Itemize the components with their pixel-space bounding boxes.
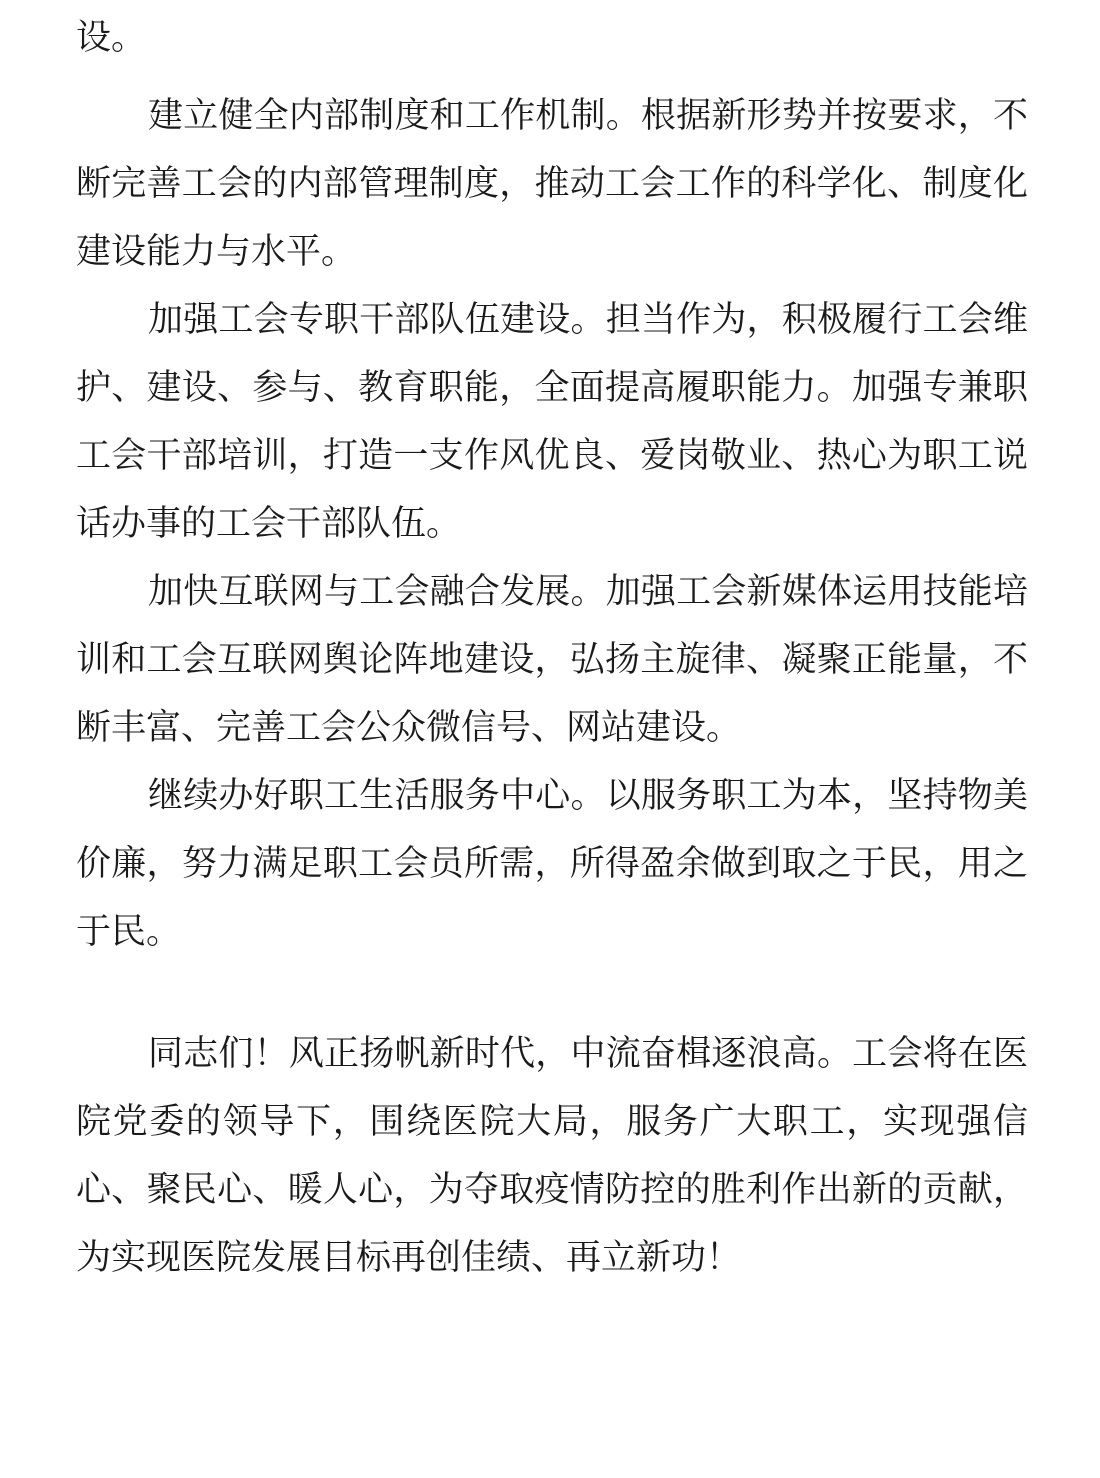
paragraph-internal-system: 建立健全内部制度和工作机制。根据新形势并按要求，不断完善工会的内部管理制度，推动工会工作的科学化、制度化建设能力与水平。	[76, 96, 1028, 272]
continuation-text: 设。	[76, 18, 147, 58]
paragraph-closing: 同志们！风正扬帆新时代，中流奋楫逐浪高。工会将在医院党委的领导下，围绕医院大局，服务广大职工，实现强信心、聚民心、暖人心，为夺取疫情防控的胜利作出新的贡献，为实现医院发展目标再创佳绩、再立新功！	[76, 1034, 1028, 1278]
paragraph-cadre-team: 加强工会专职干部队伍建设。担当作为，积极履行工会维护、建设、参与、教育职能，全面提高履职能力。加强专兼职工会干部培训，打造一支作风优良、爱岗敬业、热心为职工说话办事的工会干部队伍。	[76, 300, 1028, 544]
paragraph-internet-integration: 加快互联网与工会融合发展。加强工会新媒体运用技能培训和工会互联网舆论阵地建设，弘扬主旋律、凝聚正能量，不断丰富、完善工会公众微信号、网站建设。	[76, 572, 1028, 748]
paragraph-service-center: 继续办好职工生活服务中心。以服务职工为本，坚持物美价廉，努力满足职工会员所需，所得盈余做到取之于民，用之于民。	[76, 776, 1028, 952]
